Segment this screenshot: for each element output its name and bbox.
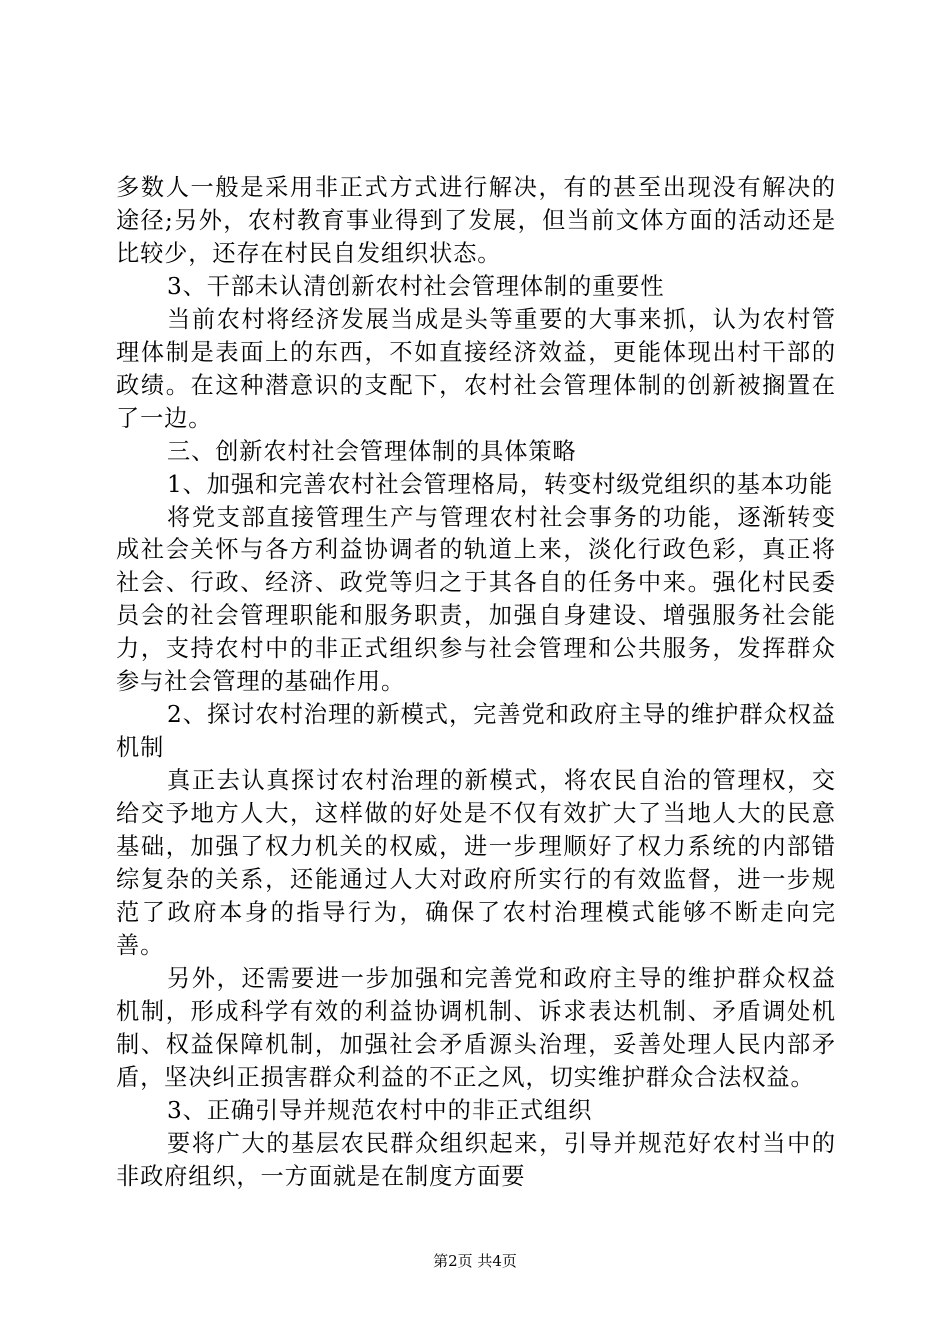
paragraph-6: 要将广大的基层农民群众组织起来，引导并规范好农村当中的非政府组织，一方面就是在制度方面要 [116, 1129, 836, 1190]
page-footer: 第2页 共4页 [433, 1252, 517, 1270]
subsection-heading-3: 3、正确引导并规范农村中的非正式组织 [167, 1096, 593, 1124]
document-body [116, 172, 836, 1194]
paragraph-2: 当前农村将经济发展当成是头等重要的大事来抓，认为农村管理体制是表面上的东西，不如直接经济效益，更能体现出村干部的政绩。在这种潜意识的支配下，农村社会管理体制的创新被搁置在了一边。 [116, 305, 836, 432]
paragraph-1: 多数人一般是采用非正式方式进行解决，有的甚至出现没有解决的途径;另外，农村教育事业得到了发展，但当前文体方面的活动还是比较少，还存在村民自发组织状态。 [116, 174, 836, 267]
subsection-heading-1: 1、加强和完善农村社会管理格局，转变村级党组织的基本功能 [167, 470, 834, 498]
subsection-heading-2: 2、探讨农村治理的新模式，完善党和政府主导的维护群众权益机制 [116, 701, 836, 762]
section-heading-strategies: 三、创新农村社会管理体制的具体策略 [167, 437, 577, 465]
paragraph-4: 真正去认真探讨农村治理的新模式，将农民自治的管理权，交给交予地方人大，这样做的好处是不仅有效扩大了当地人大的民意基础，加强了权力机关的权威，进一步理顺好了权力系统的内部错综复杂的关系，还能通过人大对政府所实行的有效监督，进一步规范了政府本身的指导行为，确保了农村治理模式能够不断走向完善。 [116, 767, 836, 959]
paragraph-3: 将党支部直接管理生产与管理农村社会事务的功能，逐渐转变成社会关怀与各方利益协调者的轨道上来，淡化行政色彩，真正将社会、行政、经济、政党等归之于其各自的任务中来。强化村民委员会的社会管理职能和服务职责，加强自身建设、增强服务社会能力，支持农村中的非正式组织参与社会管理和公共服务，发挥群众参与社会管理的基础作用。 [116, 503, 836, 696]
paragraph-5: 另外，还需要进一步加强和完善党和政府主导的维护群众权益机制，形成科学有效的利益协调机制、诉求表达机制、矛盾调处机制、权益保障机制，加强社会矛盾源头治理，妥善处理人民内部矛盾，坚决纠正损害群众利益的不正之风，切实维护群众合法权益。 [116, 964, 836, 1091]
section-heading-3: 3、干部未认清创新农村社会管理体制的重要性 [167, 272, 665, 300]
